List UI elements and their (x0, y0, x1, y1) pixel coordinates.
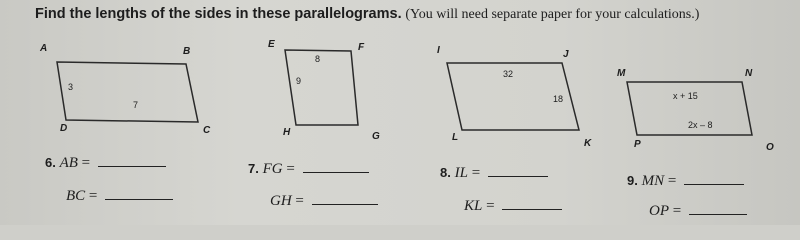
vertex-a: A (40, 43, 48, 54)
segment-label: KL (464, 198, 483, 214)
segment-label: MN (641, 173, 665, 189)
equals-sign: = (486, 198, 495, 214)
segment-label: BC (66, 188, 86, 204)
vertex-g: G (372, 131, 380, 142)
vertex-c: C (203, 125, 211, 136)
equals-sign: = (295, 193, 304, 209)
vertex-p: P (634, 139, 641, 150)
measure-dc: 7 (133, 100, 139, 110)
vertex-o: O (766, 142, 774, 153)
question-number: 8. (440, 165, 451, 180)
equals-sign: = (672, 203, 682, 219)
vertex-m: M (617, 68, 626, 79)
question-8-second (464, 195, 562, 215)
segment-label: OP (649, 203, 669, 219)
equals-sign: = (88, 188, 98, 204)
measure-mn: x + 15 (673, 91, 698, 101)
segment-label: IL (454, 165, 468, 181)
question-number: 6. (45, 155, 56, 170)
segment-label: FG (262, 161, 283, 177)
question-6-second (66, 185, 173, 205)
vertex-b: B (183, 46, 191, 57)
question-number: 7. (248, 161, 259, 176)
segment-label: GH (270, 193, 292, 209)
question-7-first (248, 158, 369, 178)
vertex-j: J (563, 49, 569, 60)
instructions-bold: Find the lengths of the sides in these parallelograms. (35, 6, 402, 22)
vertex-h: H (283, 127, 291, 138)
equals-sign: = (286, 161, 295, 177)
answer-blank-ab[interactable] (98, 152, 166, 167)
vertex-k: K (584, 138, 592, 149)
measure-ij: 32 (503, 69, 514, 79)
vertex-f: F (358, 42, 365, 53)
question-6-first (45, 152, 166, 172)
question-number: 9. (627, 173, 638, 188)
answer-blank-mn[interactable] (684, 170, 744, 185)
answer-blank-op[interactable] (689, 200, 747, 215)
measure-ad: 3 (68, 82, 74, 92)
equals-sign: = (471, 165, 481, 181)
answer-blank-bc[interactable] (105, 185, 173, 200)
vertex-l: L (452, 132, 459, 143)
vertex-d: D (60, 123, 68, 134)
parallelogram-efgh (285, 50, 358, 125)
parallelogram-abcd (57, 62, 198, 122)
vertex-e: E (268, 39, 275, 50)
question-9-second (649, 200, 747, 220)
question-9-first (627, 170, 744, 190)
question-8-first (440, 162, 548, 182)
instructions-note: (You will need separate paper for your calculations.) (405, 7, 700, 22)
vertex-n: N (745, 68, 753, 79)
equals-sign: = (81, 155, 91, 171)
segment-label: AB (59, 155, 78, 171)
answer-blank-fg[interactable] (303, 158, 369, 173)
question-7-second (270, 190, 378, 210)
measure-eh: 9 (296, 76, 302, 86)
measure-op: 2x – 8 (688, 120, 713, 130)
equals-sign: = (667, 173, 677, 189)
vertex-i: I (437, 45, 440, 56)
measure-ef: 8 (315, 54, 321, 64)
answer-blank-il[interactable] (488, 162, 548, 177)
measure-jk: 18 (553, 94, 564, 104)
answer-blank-gh[interactable] (312, 190, 378, 205)
answer-blank-kl[interactable] (502, 195, 562, 210)
